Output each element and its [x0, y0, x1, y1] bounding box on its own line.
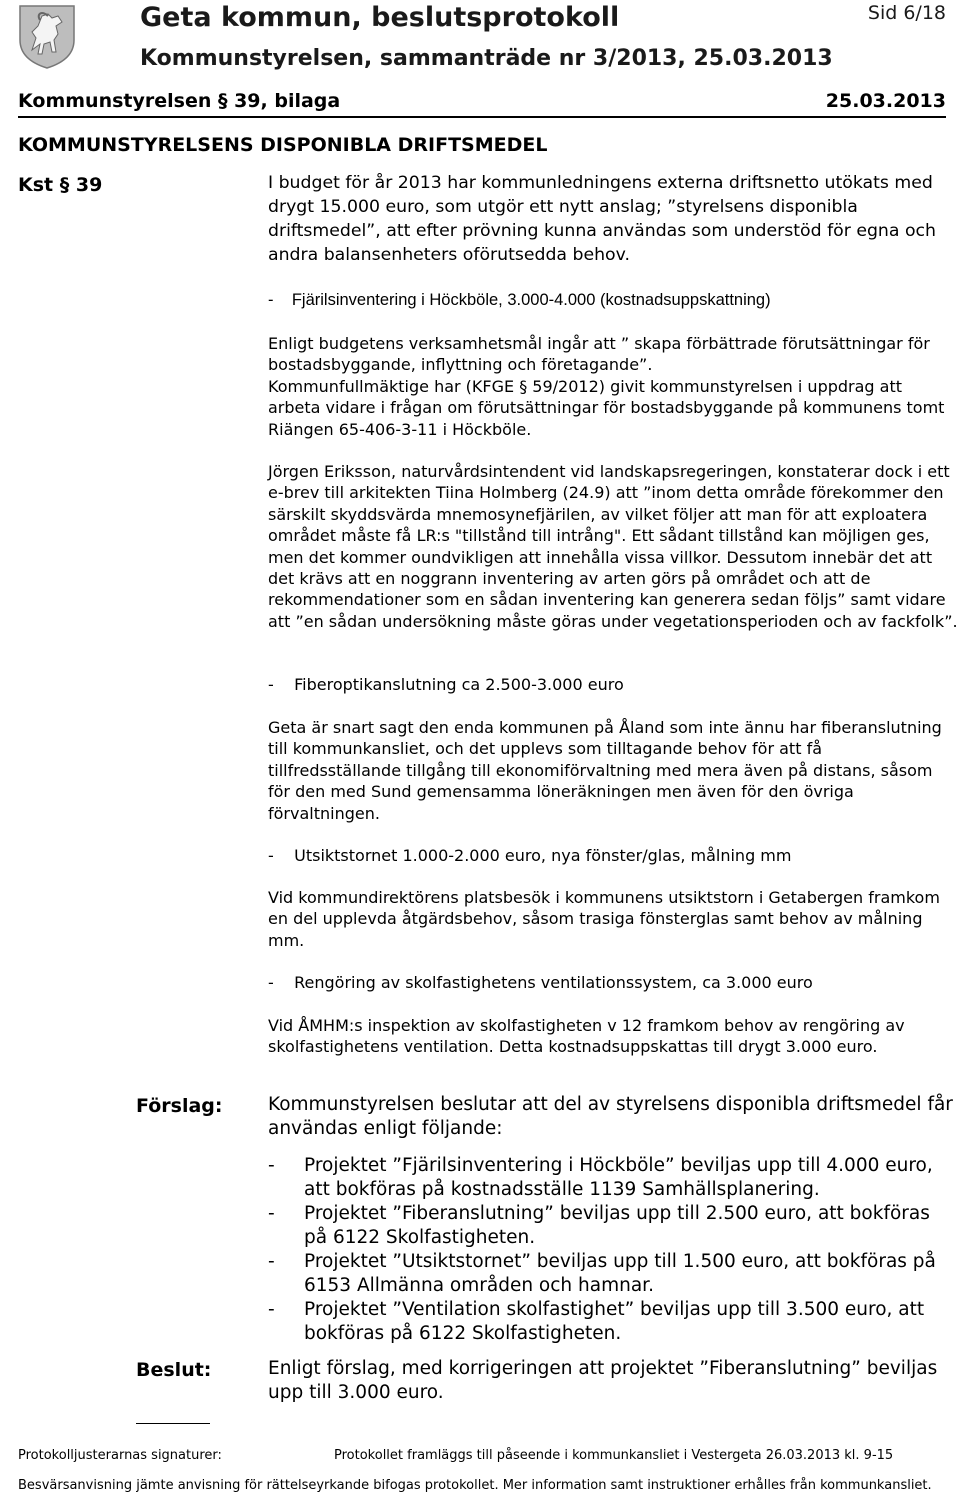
list-dash: -: [268, 1155, 275, 1176]
proposal-item: - Projektet ”Fiberanslutning” beviljas upp till 2.500 euro, att bokföras på 6122 Skolfastigheten.: [268, 1203, 930, 1248]
page-number: Sid 6/18: [867, 2, 946, 24]
proposal-intro: Kommunstyrelsen beslutar att del av styrelsens disponibla driftsmedel får användas enligt följande:: [268, 1094, 953, 1139]
proposal-list: [268, 1154, 958, 1346]
decision-label: Beslut:: [136, 1359, 212, 1381]
proposal-label: Förslag:: [136, 1095, 223, 1117]
list-dash: -: [268, 1203, 275, 1224]
item3-heading: - Utsiktstornet 1.000-2.000 euro, nya fönster/glas, målning mm: [268, 846, 792, 865]
footer-display-notice: Protokollet framläggs till påseende i kommunkansliet i Vestergeta 26.03.2013 kl. 9-15: [334, 1448, 894, 1463]
item4-heading: - Rengöring av skolfastighetens ventilationssystem, ca 3.000 euro: [268, 973, 813, 992]
proposal-item: - Projektet ”Utsiktstornet” beviljas upp till 1.500 euro, att bokföras på 6153 Allmänna områden och hamnar.: [268, 1251, 936, 1296]
item1-heading: - Fjärilsinventering i Höckböle, 3.000-4.000 (kostnadsuppskattning): [268, 291, 771, 309]
paragraph-number: Kst § 39: [18, 174, 103, 196]
footer-appeal-notice: Besvärsanvisning jämte anvisning för rättelseyrkande bifogas protokollet. Mer information samt instruktioner erhålles från kommunkansliet.: [18, 1478, 932, 1493]
item1-paragraph-3: Jörgen Eriksson, naturvårdsintendent vid landskapsregeringen, konstaterar dock i ett e-brev till arkitekten Tiina Holmberg (24.9) att ”inom detta område förekommer den särskilt skyddsvärda mnemosynefjärilen, av vilket följer att man för att exploatera området måste få LR:s "tillstånd till intrång". Ett sådant tillstånd kan möjligen ges, men det kommer oundvikligen att innehålla vissa villkor. Dessutom innebär det att det krävs att en noggrann inventering av arten görs på området och att de rekommendationer som en sådan inventering kan generera sedan följs” samt vidare att ”en sådan undersökning måste göras under vegetationsperioden och av fackfolk”.: [268, 462, 958, 631]
list-dash: -: [268, 1299, 275, 1320]
item2-paragraph: Geta är snart sagt den enda kommunen på Åland som inte ännu har fiberanslutning till kommunkansliet, och det upplevs som tilltagande behov för att få tillfredsställande tillgång till ekonomiförvaltning med mera även på distans, såsom för den med Sund gemensamma löneräkningen men även för den övriga förvaltningen.: [268, 718, 942, 823]
header-divider: [18, 116, 946, 118]
signature-line: [136, 1423, 210, 1424]
document-title: Geta kommun, beslutsprotokoll: [140, 2, 620, 33]
footer-signatures: Protokolljusterarnas signaturer:: [18, 1448, 222, 1463]
section-title: KOMMUNSTYRELSENS DISPONIBLA DRIFTSMEDEL: [18, 134, 548, 156]
item4-paragraph: Vid ÅMHM:s inspektion av skolfastigheten v 12 framkom behov av rengöring av skolfastighetens ventilation. Detta kostnadsuppskattas till drygt 3.000 euro.: [268, 1016, 905, 1057]
list-dash: -: [268, 1251, 275, 1272]
item1-paragraph-1: Enligt budgetens verksamhetsmål ingår att ” skapa förbättrade förutsättningar för bostadsbyggande, inflyttning och företagande”.: [268, 334, 930, 375]
meeting-subtitle: Kommunstyrelsen, sammanträde nr 3/2013, 25.03.2013: [140, 46, 833, 71]
coat-of-arms-logo: [18, 4, 76, 70]
item1-paragraph-2: Kommunfullmäktige har (KFGE § 59/2012) givit kommunstyrelsen i uppdrag att arbeta vidare i frågan om förutsättningar för bostadsbyggande på kommunens tomt Riängen 65-406-3-11 i Höckböle.: [268, 377, 945, 439]
proposal-item: - Projektet ”Fjärilsinventering i Höckböle” beviljas upp till 4.000 euro, att bokföras på kostnadsställe 1139 Samhällsplanering.: [268, 1155, 933, 1200]
decision-text: Enligt förslag, med korrigeringen att projektet ”Fiberanslutning” beviljas upp till 3.000 euro.: [268, 1358, 938, 1403]
intro-paragraph: I budget för år 2013 har kommunledningens externa driftsnetto utökats med drygt 15.000 euro, som utgör ett nytt anslag; ”styrelsens disponibla driftsmedel”, att efter prövning kunna användas som understöd för egna och andra balansenheters oförutsedda behov.: [268, 173, 936, 265]
item2-heading: - Fiberoptikanslutning ca 2.500-3.000 euro: [268, 675, 624, 694]
meeting-date: 25.03.2013: [825, 90, 946, 112]
item3-paragraph: Vid kommundirektörens platsbesök i kommunens utsiktstorn i Getabergen framkom en del upplevda åtgärdsbehov, såsom trasiga fönsterglas samt behov av målning mm.: [268, 888, 940, 950]
section-reference: Kommunstyrelsen § 39, bilaga: [18, 90, 341, 112]
proposal-item: - Projektet ”Ventilation skolfastighet” beviljas upp till 3.500 euro, att bokföras på 6122 Skolfastigheten.: [268, 1299, 925, 1344]
